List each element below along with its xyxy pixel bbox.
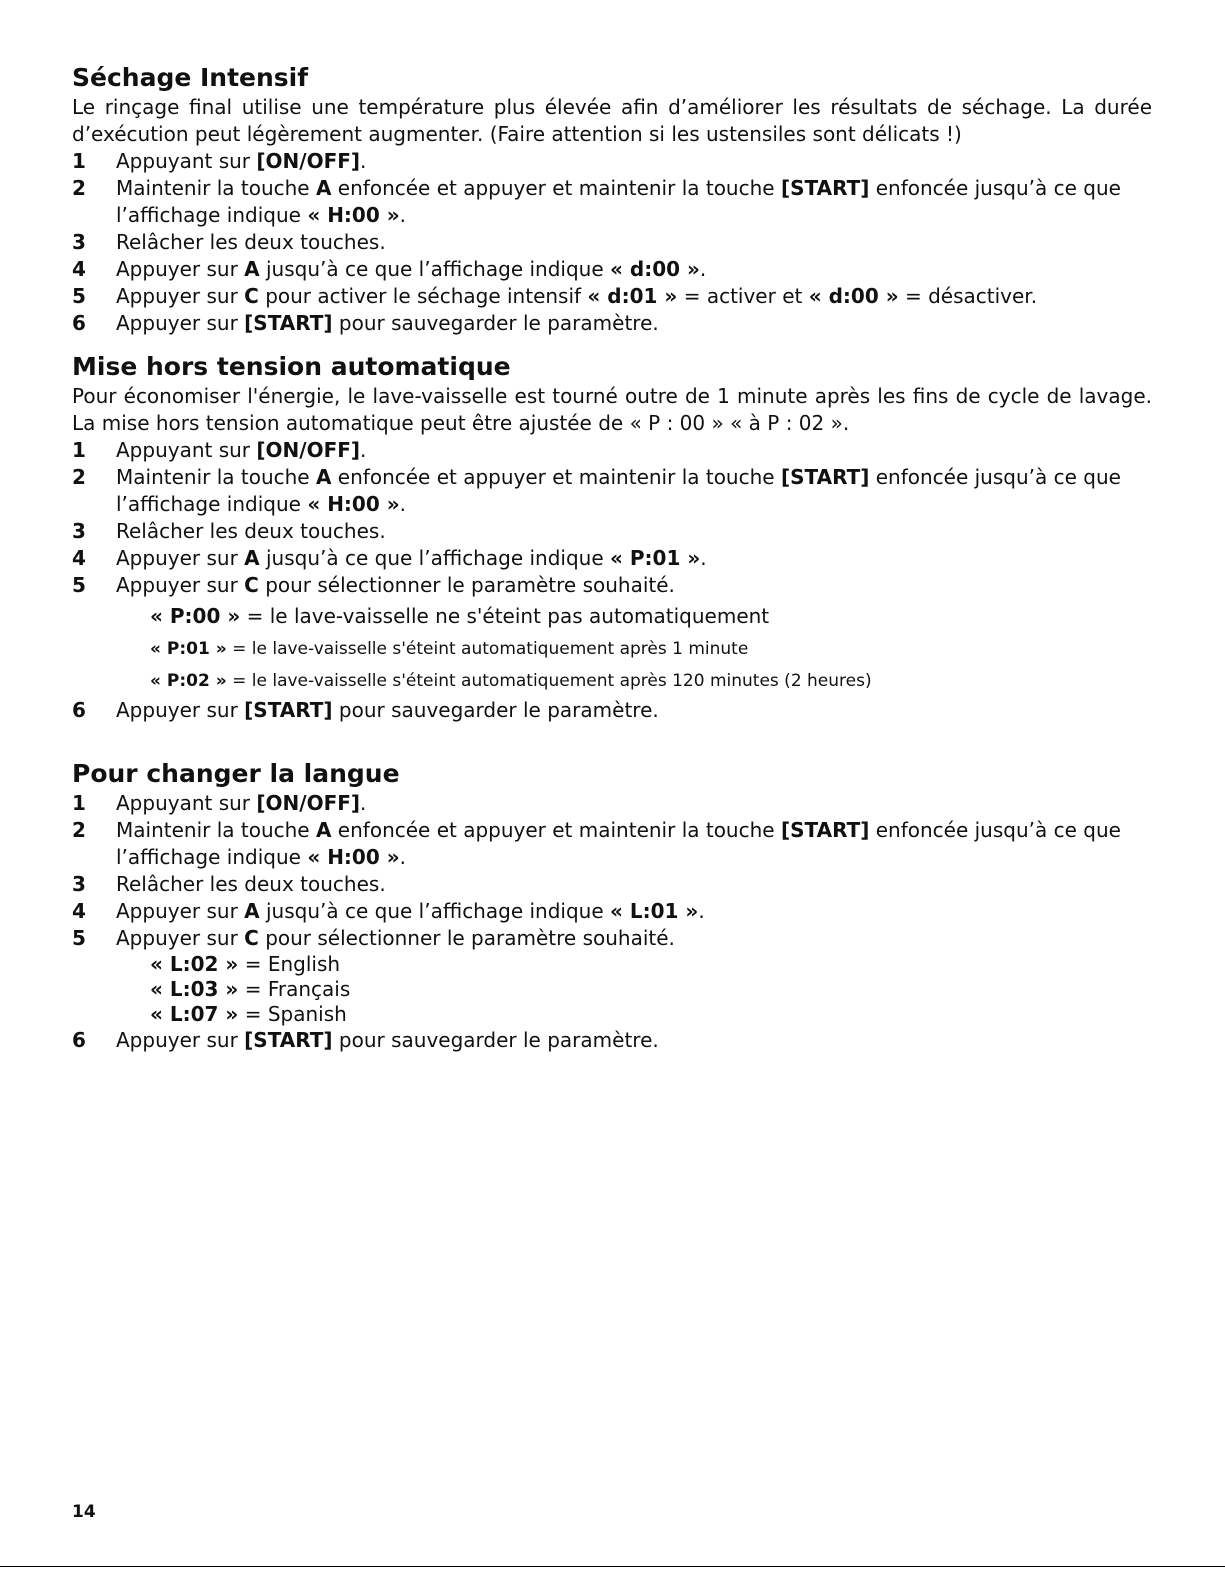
- step-item: [72, 148, 1152, 175]
- section-intro: Le rinçage final utilise une température plus élevée afin d’améliorer les résultats de séchage. La durée d’exécution peut légèrement augmenter. (Faire attention si les ustensiles sont délicats !): [72, 95, 1152, 146]
- step-item: [72, 1027, 1152, 1054]
- step-text: Relâcher les deux touches.: [116, 519, 386, 543]
- step-text: Appuyant sur [ON/OFF].: [116, 438, 367, 462]
- step-item: [72, 790, 1152, 817]
- step-number: 3: [72, 872, 86, 896]
- option-item: « P:02 » = le lave-vaisselle s'éteint automatiquement après 120 minutes (2 heures): [150, 671, 872, 691]
- step-item: [72, 697, 1152, 724]
- step-number: 2: [72, 176, 86, 200]
- step-item: [72, 256, 1152, 283]
- step-text: Maintenir la touche A enfoncée et appuyer et maintenir la touche [START] enfoncée jusqu’à ce que l’affichage indique « H:00 ».: [116, 465, 1121, 516]
- step-number: 5: [72, 573, 86, 597]
- step-item: [72, 545, 1152, 572]
- step-text: Appuyer sur [START] pour sauvegarder le paramètre.: [116, 311, 659, 335]
- section-changer-langue: [72, 758, 1152, 1054]
- language-options-list: [72, 952, 1152, 1027]
- document-page: [72, 62, 1152, 1054]
- footer-rule: [0, 1566, 1225, 1567]
- step-text: Appuyer sur [START] pour sauvegarder le paramètre.: [116, 698, 659, 722]
- step-number: 4: [72, 899, 86, 923]
- step-item: [72, 437, 1152, 464]
- step-text: Relâcher les deux touches.: [116, 872, 386, 896]
- step-number: 3: [72, 230, 86, 254]
- steps-list: [72, 148, 1152, 337]
- steps-list: [72, 437, 1152, 599]
- step-text: Maintenir la touche A enfoncée et appuyer et maintenir la touche [START] enfoncée jusqu’à ce que l’affichage indique « H:00 ».: [116, 818, 1121, 869]
- section-title: Pour changer la langue: [72, 759, 400, 788]
- step-number: 6: [72, 698, 86, 722]
- section-mise-hors-tension: [72, 351, 1152, 724]
- step-item: [72, 572, 1152, 599]
- step-text: Relâcher les deux touches.: [116, 230, 386, 254]
- step-text: Appuyant sur [ON/OFF].: [116, 149, 367, 173]
- page-number: 14: [72, 1502, 96, 1522]
- step-number: 2: [72, 465, 86, 489]
- step-text: Appuyer sur C pour sélectionner le paramètre souhaité.: [116, 573, 675, 597]
- options-list: [72, 599, 1152, 697]
- section-title: Mise hors tension automatique: [72, 352, 511, 381]
- section-title: Séchage Intensif: [72, 63, 309, 92]
- step-text: Appuyer sur C pour sélectionner le paramètre souhaité.: [116, 926, 675, 950]
- section-intro: Pour économiser l'énergie, le lave-vaisselle est tourné outre de 1 minute après les fins de cycle de lavage. La mise hors tension automatique peut être ajustée de « P : 00 » « à P : 02 ».: [72, 384, 1152, 435]
- option-item: « L:07 » = Spanish: [150, 1002, 347, 1026]
- option-item: « P:01 » = le lave-vaisselle s'éteint automatiquement après 1 minute: [150, 639, 749, 659]
- step-text: Appuyer sur C pour activer le séchage intensif « d:01 » = activer et « d:00 » = désactiver.: [116, 284, 1038, 308]
- step-number: 2: [72, 818, 86, 842]
- step-item: [72, 925, 1152, 952]
- step-number: 1: [72, 149, 86, 173]
- step-number: 5: [72, 284, 86, 308]
- step-item: [72, 898, 1152, 925]
- step-number: 6: [72, 311, 86, 335]
- step-item: [72, 464, 1152, 518]
- step-number: 1: [72, 791, 86, 815]
- step-number: 3: [72, 519, 86, 543]
- step-text: Maintenir la touche A enfoncée et appuyer et maintenir la touche [START] enfoncée jusqu’à ce que l’affichage indique « H:00 ».: [116, 176, 1121, 227]
- step-text: Appuyer sur A jusqu’à ce que l’affichage indique « P:01 ».: [116, 546, 707, 570]
- step-number: 4: [72, 546, 86, 570]
- step-item: [72, 518, 1152, 545]
- step-number: 4: [72, 257, 86, 281]
- option-item: « P:00 » = le lave-vaisselle ne s'éteint pas automatiquement: [150, 604, 770, 628]
- step-item: [72, 817, 1152, 871]
- steps-list-final: [72, 1027, 1152, 1054]
- option-item: « L:02 » = English: [150, 952, 341, 976]
- step-item: [72, 283, 1152, 310]
- step-text: Appuyant sur [ON/OFF].: [116, 791, 367, 815]
- step-item: [72, 871, 1152, 898]
- step-text: Appuyer sur [START] pour sauvegarder le paramètre.: [116, 1028, 659, 1052]
- step-number: 1: [72, 438, 86, 462]
- section-sechage-intensif: [72, 62, 1152, 337]
- steps-list-final: [72, 697, 1152, 724]
- option-item: « L:03 » = Français: [150, 977, 351, 1001]
- steps-list: [72, 790, 1152, 952]
- step-number: 5: [72, 926, 86, 950]
- step-item: [72, 229, 1152, 256]
- step-item: [72, 175, 1152, 229]
- step-number: 6: [72, 1028, 86, 1052]
- step-text: Appuyer sur A jusqu’à ce que l’affichage indique « L:01 ».: [116, 899, 705, 923]
- step-text: Appuyer sur A jusqu’à ce que l’affichage indique « d:00 ».: [116, 257, 707, 281]
- step-item: [72, 310, 1152, 337]
